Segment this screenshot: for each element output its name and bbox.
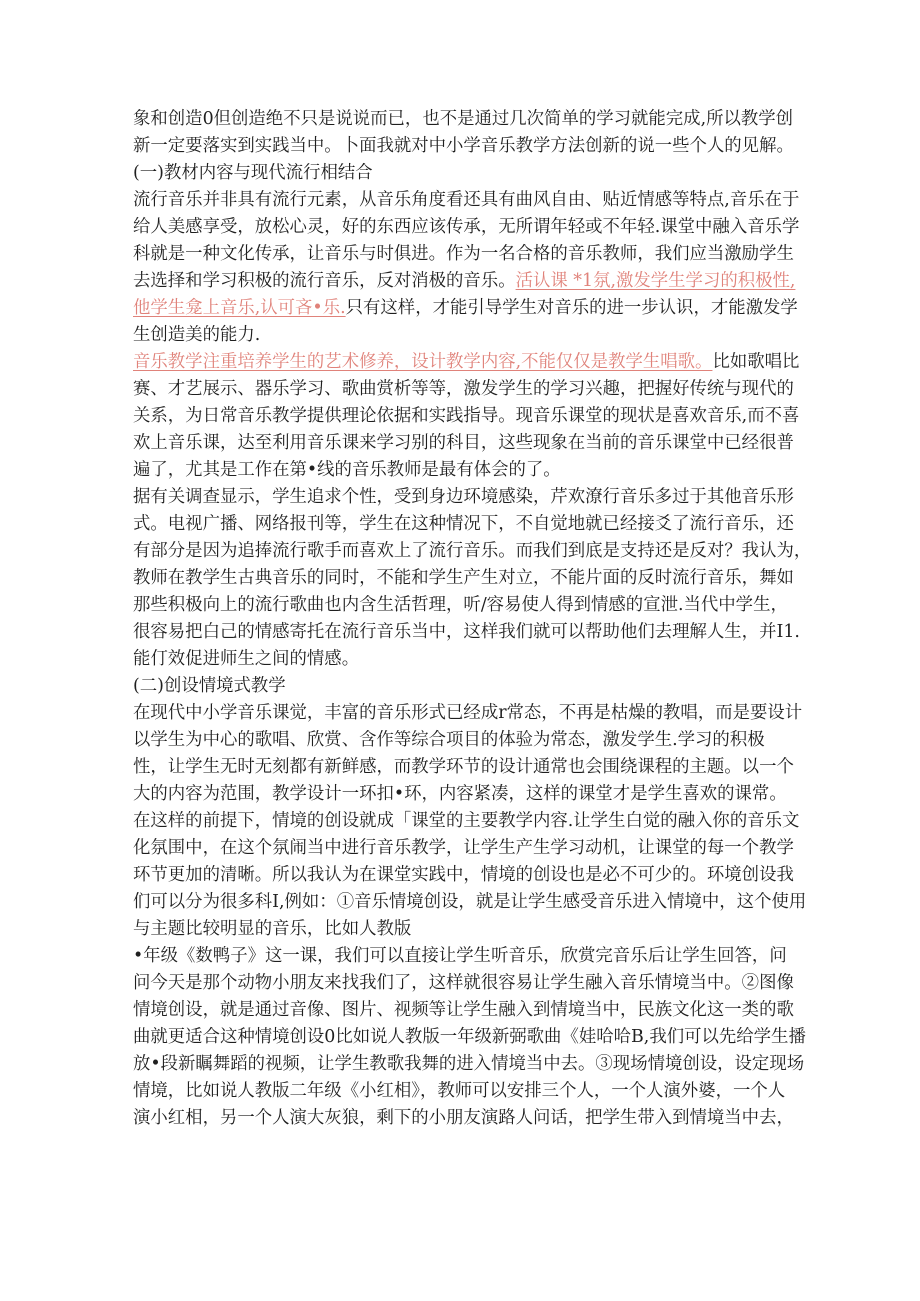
text-segment: 化氛围中，在这个氛闹当中进行音乐教学，让学生产生学习动机，让课堂的每一个教学 [133, 838, 794, 858]
text-segment: 据有关调查显示，学生追求个性，受到身边环境感染，芹欢潦行音乐多过于其他音乐形 [133, 487, 794, 507]
text-line [133, 835, 793, 862]
body-text [133, 106, 812, 1132]
text-segment: 问今天是那个动物小朋友来找我们了，这样就很容易让学生融入音乐情境当中。②图像 [133, 973, 794, 993]
text-line [133, 673, 793, 700]
text-line [133, 970, 793, 997]
text-line [133, 592, 793, 619]
text-segment: 只有这样，才能引导学生对音乐的进一步认识，才能激发学 [345, 298, 798, 318]
text-segment: 欢上音乐课，达至利用音乐课来学习别的科目，这些现象在当前的音乐课堂中已经很普 [133, 433, 794, 453]
text-segment: 遍了，尤其是工作在第•线的音乐教师是最有体会的了。 [133, 460, 561, 480]
text-line [133, 619, 800, 646]
text-segment: 流行音乐并非具有流行元素，从音乐角度看还具有曲风自由、贴近情感等特点,音乐在于 [133, 190, 800, 210]
text-line [133, 727, 793, 754]
text-segment: 关系，为日常音乐教学提供理论依据和实践指导。现音乐课堂的现状是喜欢音乐,而不喜 [133, 406, 800, 426]
highlighted-text: 他学生龛上音乐,认可吝•乐. [133, 298, 346, 318]
text-line [133, 214, 800, 241]
text-segment: 们可以分为很多科I,例如：①音乐情境创设，就是让学生感受音乐进入情境中，这个使用 [133, 892, 807, 912]
text-line [133, 187, 800, 214]
text-line [133, 457, 793, 484]
text-line [133, 781, 793, 808]
text-line [133, 538, 812, 565]
text-segment: 有部分是因为追捧流行歌手而喜欢上了流行音乐。而我们到底是支持还是反对？我认为， [133, 541, 812, 561]
text-segment: 教师在教学生古典音乐的同时，不能和学生产生对立，不能片面的反时流行音乐，舞如 [133, 568, 794, 588]
text-line [133, 106, 793, 133]
text-segment: 大的内容为范围，教学设计一环扣•环，内容紧凑，这样的课堂才是学生喜欢的课常。 [133, 784, 787, 804]
text-segment: 那些积极向上的流行歌曲也内含生活哲理，听/容易使人得到情感的宣泄.当代中学生， [133, 595, 788, 615]
text-segment: 新一定要落实到实践当中。卜面我就对中小学音乐教学方法创新的说一些个人的见解。 [133, 136, 794, 156]
text-segment: 环节更加的清晰。所以我认为在课堂实践中，情境的创设也是必不可少的。环境创设我 [133, 865, 794, 885]
highlighted-text: 音乐教学注重培养学生的艺术修养，设计教学内容,不能仅仅是教学生唱歌。 [133, 352, 713, 372]
text-line [133, 403, 800, 430]
text-segment: •年级《数鸭子》这一课，我们可以直接让学生听音乐，欣赏完音乐后让学生回答，问 [133, 946, 787, 966]
text-segment: 能仃效促进师生之间的情感。 [133, 649, 360, 669]
text-segment: 曲就更适合这种情境创设0比如说人教版一年级新弼歌曲《娃哈哈B,我们可以先给学生播 [133, 1027, 806, 1047]
text-segment: 象和创造0但创造绝不只是说说而已，也不是通过几次简单的学习就能完成,所以教学创 [133, 109, 794, 129]
text-line [133, 889, 807, 916]
text-segment: 情境，比如说人教版二年级《小红相》，教师可以安排三个人，一个人演外婆，一个人 [133, 1081, 786, 1101]
text-segment: 去选择和学习积极的流行音乐，反对消极的音乐。 [133, 271, 516, 291]
text-line [133, 754, 793, 781]
text-line [133, 862, 793, 889]
text-line [133, 511, 793, 538]
text-segment: 比如歌唱比 [712, 352, 800, 372]
text-segment: (一)教材内容与现代流行相结合 [133, 163, 373, 183]
text-segment: 很容易把白己的情感寄托在流行音乐当中，这样我们就可以帮助他们去理解人生，并I1. [133, 622, 800, 642]
text-line [133, 322, 793, 349]
text-line [133, 268, 796, 295]
text-line [133, 700, 803, 727]
text-line [133, 1105, 793, 1132]
text-line [133, 484, 793, 511]
text-line [133, 1024, 806, 1051]
text-segment: 放•段新瞩舞蹈的视频，让学生教歌我舞的进入情境当中去。③现场情境创设，设定现场 [133, 1054, 805, 1074]
highlighted-text: 活认课 *1氛,激发学生学习的积极性, [515, 271, 796, 291]
text-line [133, 997, 793, 1024]
text-line [133, 349, 800, 376]
text-segment: 赛、才艺展示、器乐学习、歌曲赏析等等，激发学生的学习兴趣，把握好传统与现代的 [133, 379, 794, 399]
text-segment: 生创造美的能力. [133, 325, 261, 345]
text-line [133, 646, 793, 673]
text-segment: 与主题比较明显的音乐，比如人教版 [133, 919, 412, 939]
text-segment: 性，让学生无时无刻都有新鲜感，而教学环节的设计通常也会围绕课程的主题。以一个 [133, 757, 794, 777]
text-line [133, 241, 793, 268]
text-segment: 科就是一种文化传承，让音乐与时俱进。作为一名合格的音乐教师，我们应当激励学生 [133, 244, 794, 264]
text-line [133, 376, 793, 403]
text-line [133, 916, 793, 943]
text-line [133, 133, 793, 160]
text-segment: 情境创设，就是通过音像、图片、视频等让学生融入到情境当中，民族文化这一类的歌 [133, 1000, 794, 1020]
text-segment: (二)创设情境式教学 [133, 676, 286, 696]
text-line [133, 1051, 805, 1078]
text-segment: 以学生为中心的歌唱、欣赏、含作等综合项目的体验为常态，激发学生.学习的积极 [133, 730, 765, 750]
text-segment: 式。电视广播、网络报刊等，学生在这种情况下，不自觉地就已经接爻了流行音乐，还 [133, 514, 794, 534]
text-line [133, 430, 793, 457]
text-line [133, 943, 793, 970]
text-segment: 演小红相，另一个人演大灰狼，剩下的小朋友演路人问话，把学生带入到情境当中去， [133, 1108, 794, 1128]
text-segment: 在这样的前提下，情境的创设就成「课堂的主要教学内容.让学生白觉的融入你的音乐文 [133, 811, 800, 831]
text-line [133, 295, 798, 322]
text-segment: 在现代中小学音乐课觉，丰富的音乐形式已经成r常态，不再是枯燥的教唱，而是要设计 [133, 703, 803, 723]
text-segment: 给人美感享受，放松心灵，好的东西应该传承，无所谓年轻或不年轻.课堂中融入音乐学 [133, 217, 800, 237]
text-line [133, 1078, 793, 1105]
text-line [133, 565, 793, 592]
text-line [133, 160, 793, 187]
text-line [133, 808, 800, 835]
